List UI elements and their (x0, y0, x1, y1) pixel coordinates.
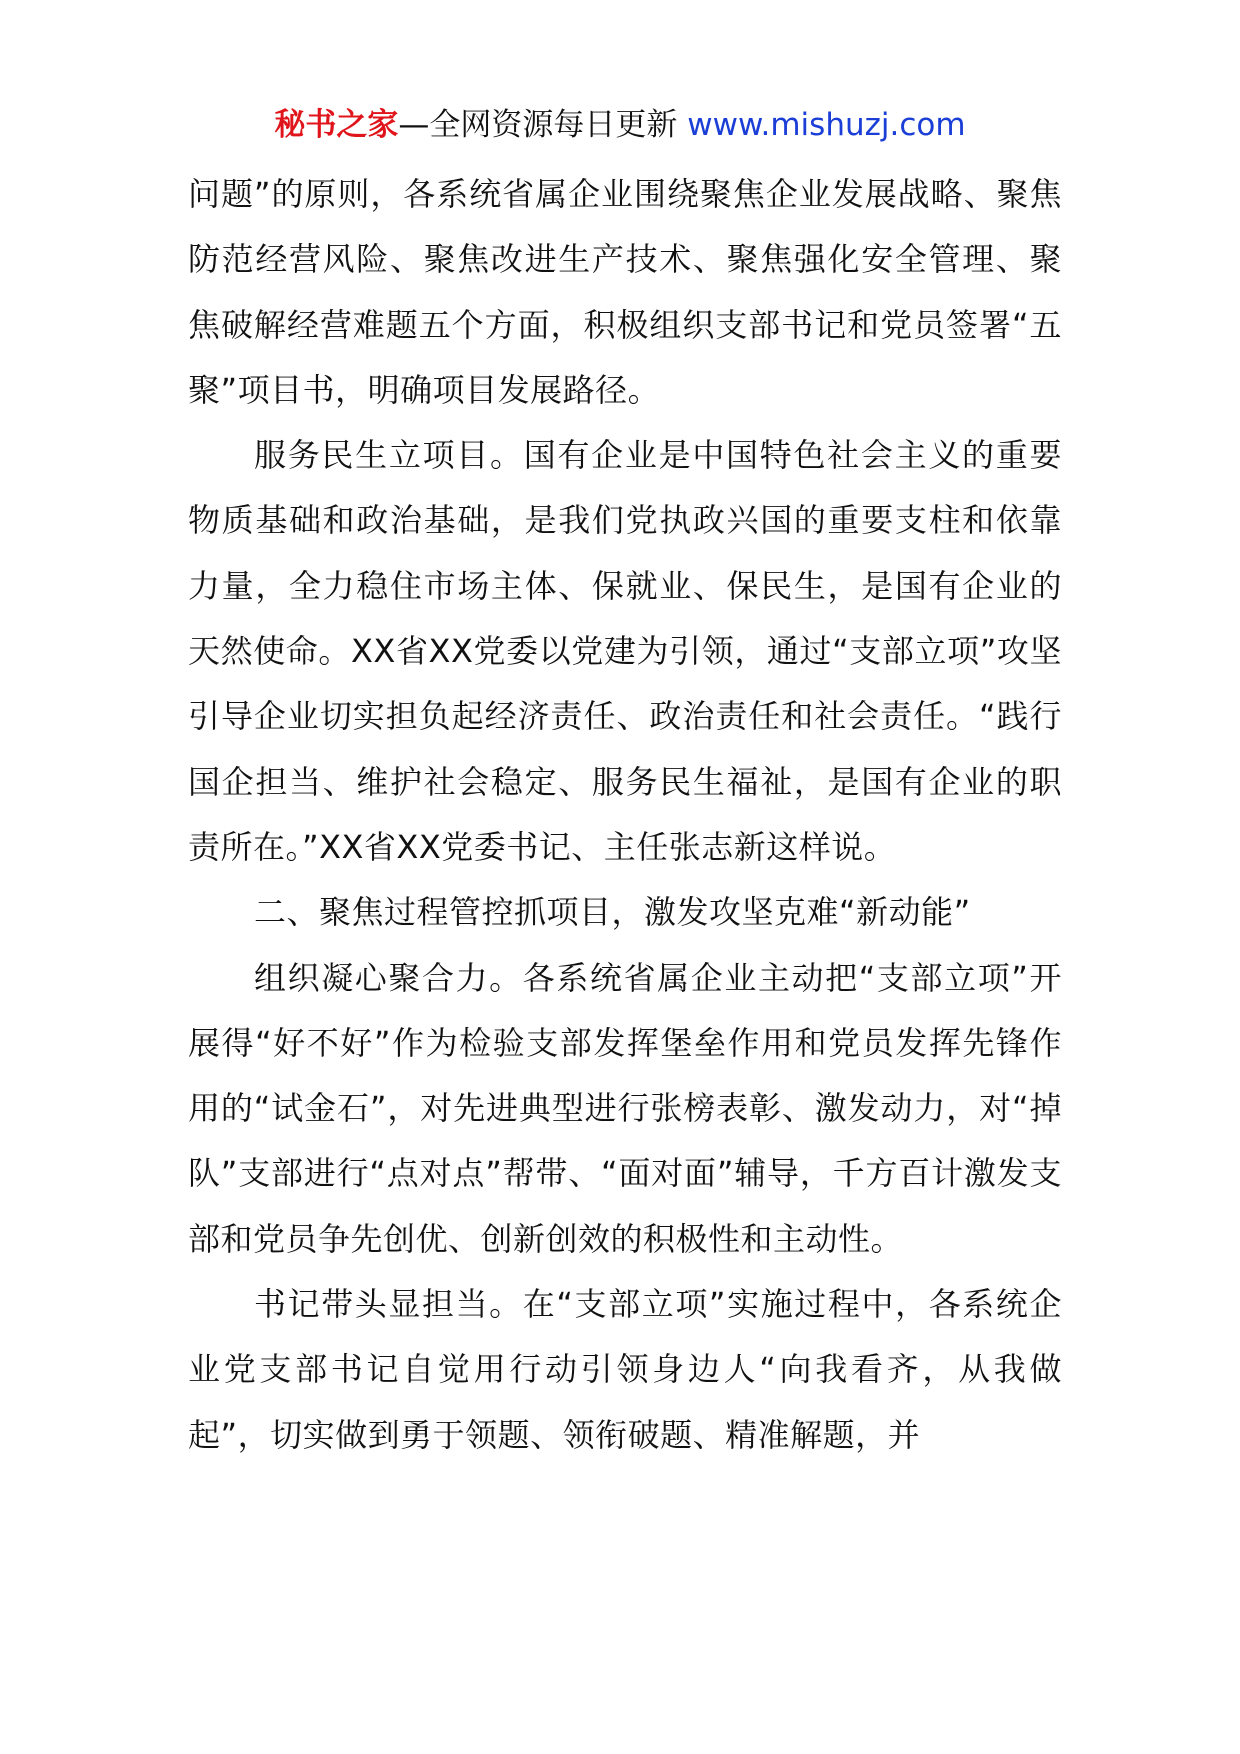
section-heading-2: 二、聚焦过程管控抓项目，激发攻坚克难“新动能” (254, 893, 971, 932)
paragraph-secretary-lead: 书记带头显担当。在“支部立项”实施过程中，各系统企业党支部书记自觉用行动引领身边人“向我看齐，从我做起”，切实做到勇于领题、领衔破题、精准解题，并 (188, 1285, 1062, 1454)
paragraph-livelihood-projects: 服务民生立项目。国有企业是中国特色社会主义的重要物质基础和政治基础，是我们党执政兴国的重要支柱和依靠力量，全力稳住市场主体、保就业、保民生，是国有企业的天然使命。XX省XX党委以党建为引领，通过“支部立项”攻坚引导企业切实担负起经济责任、政治责任和社会责任。“践行国企担当、维护社会稳定、服务民生福祉，是国有企业的职责所在。”XX省XX党委书记、主任张志新这样说。 (188, 436, 1062, 866)
document-body (188, 162, 1062, 1468)
site-url-link[interactable]: www.mishuzj.com (687, 107, 966, 143)
paragraph-organization: 组织凝心聚合力。各系统省属企业主动把“支部立项”开展得“好不好”作为检验支部发挥堡垒作用和党员发挥先锋作用的“试金石”，对先进典型进行张榜表彰、激发动力，对“掉队”支部进行“点对点”帮带、“面对面”辅导，千方百计激发支部和党员争先创优、创新创效的积极性和主动性。 (188, 958, 1062, 1258)
site-brand: 秘书之家 (274, 107, 399, 143)
site-header (0, 98, 1240, 152)
site-tagline: —全网资源每日更新 (398, 107, 688, 143)
paragraph-continuation: 问题”的原则，各系统省属企业围绕聚焦企业发展战略、聚焦防范经营风险、聚焦改进生产技术、聚焦强化安全管理、聚焦破解经营难题五个方面，积极组织支部书记和党员签署“五聚”项目书，明确项目发展路径。 (188, 175, 1062, 409)
